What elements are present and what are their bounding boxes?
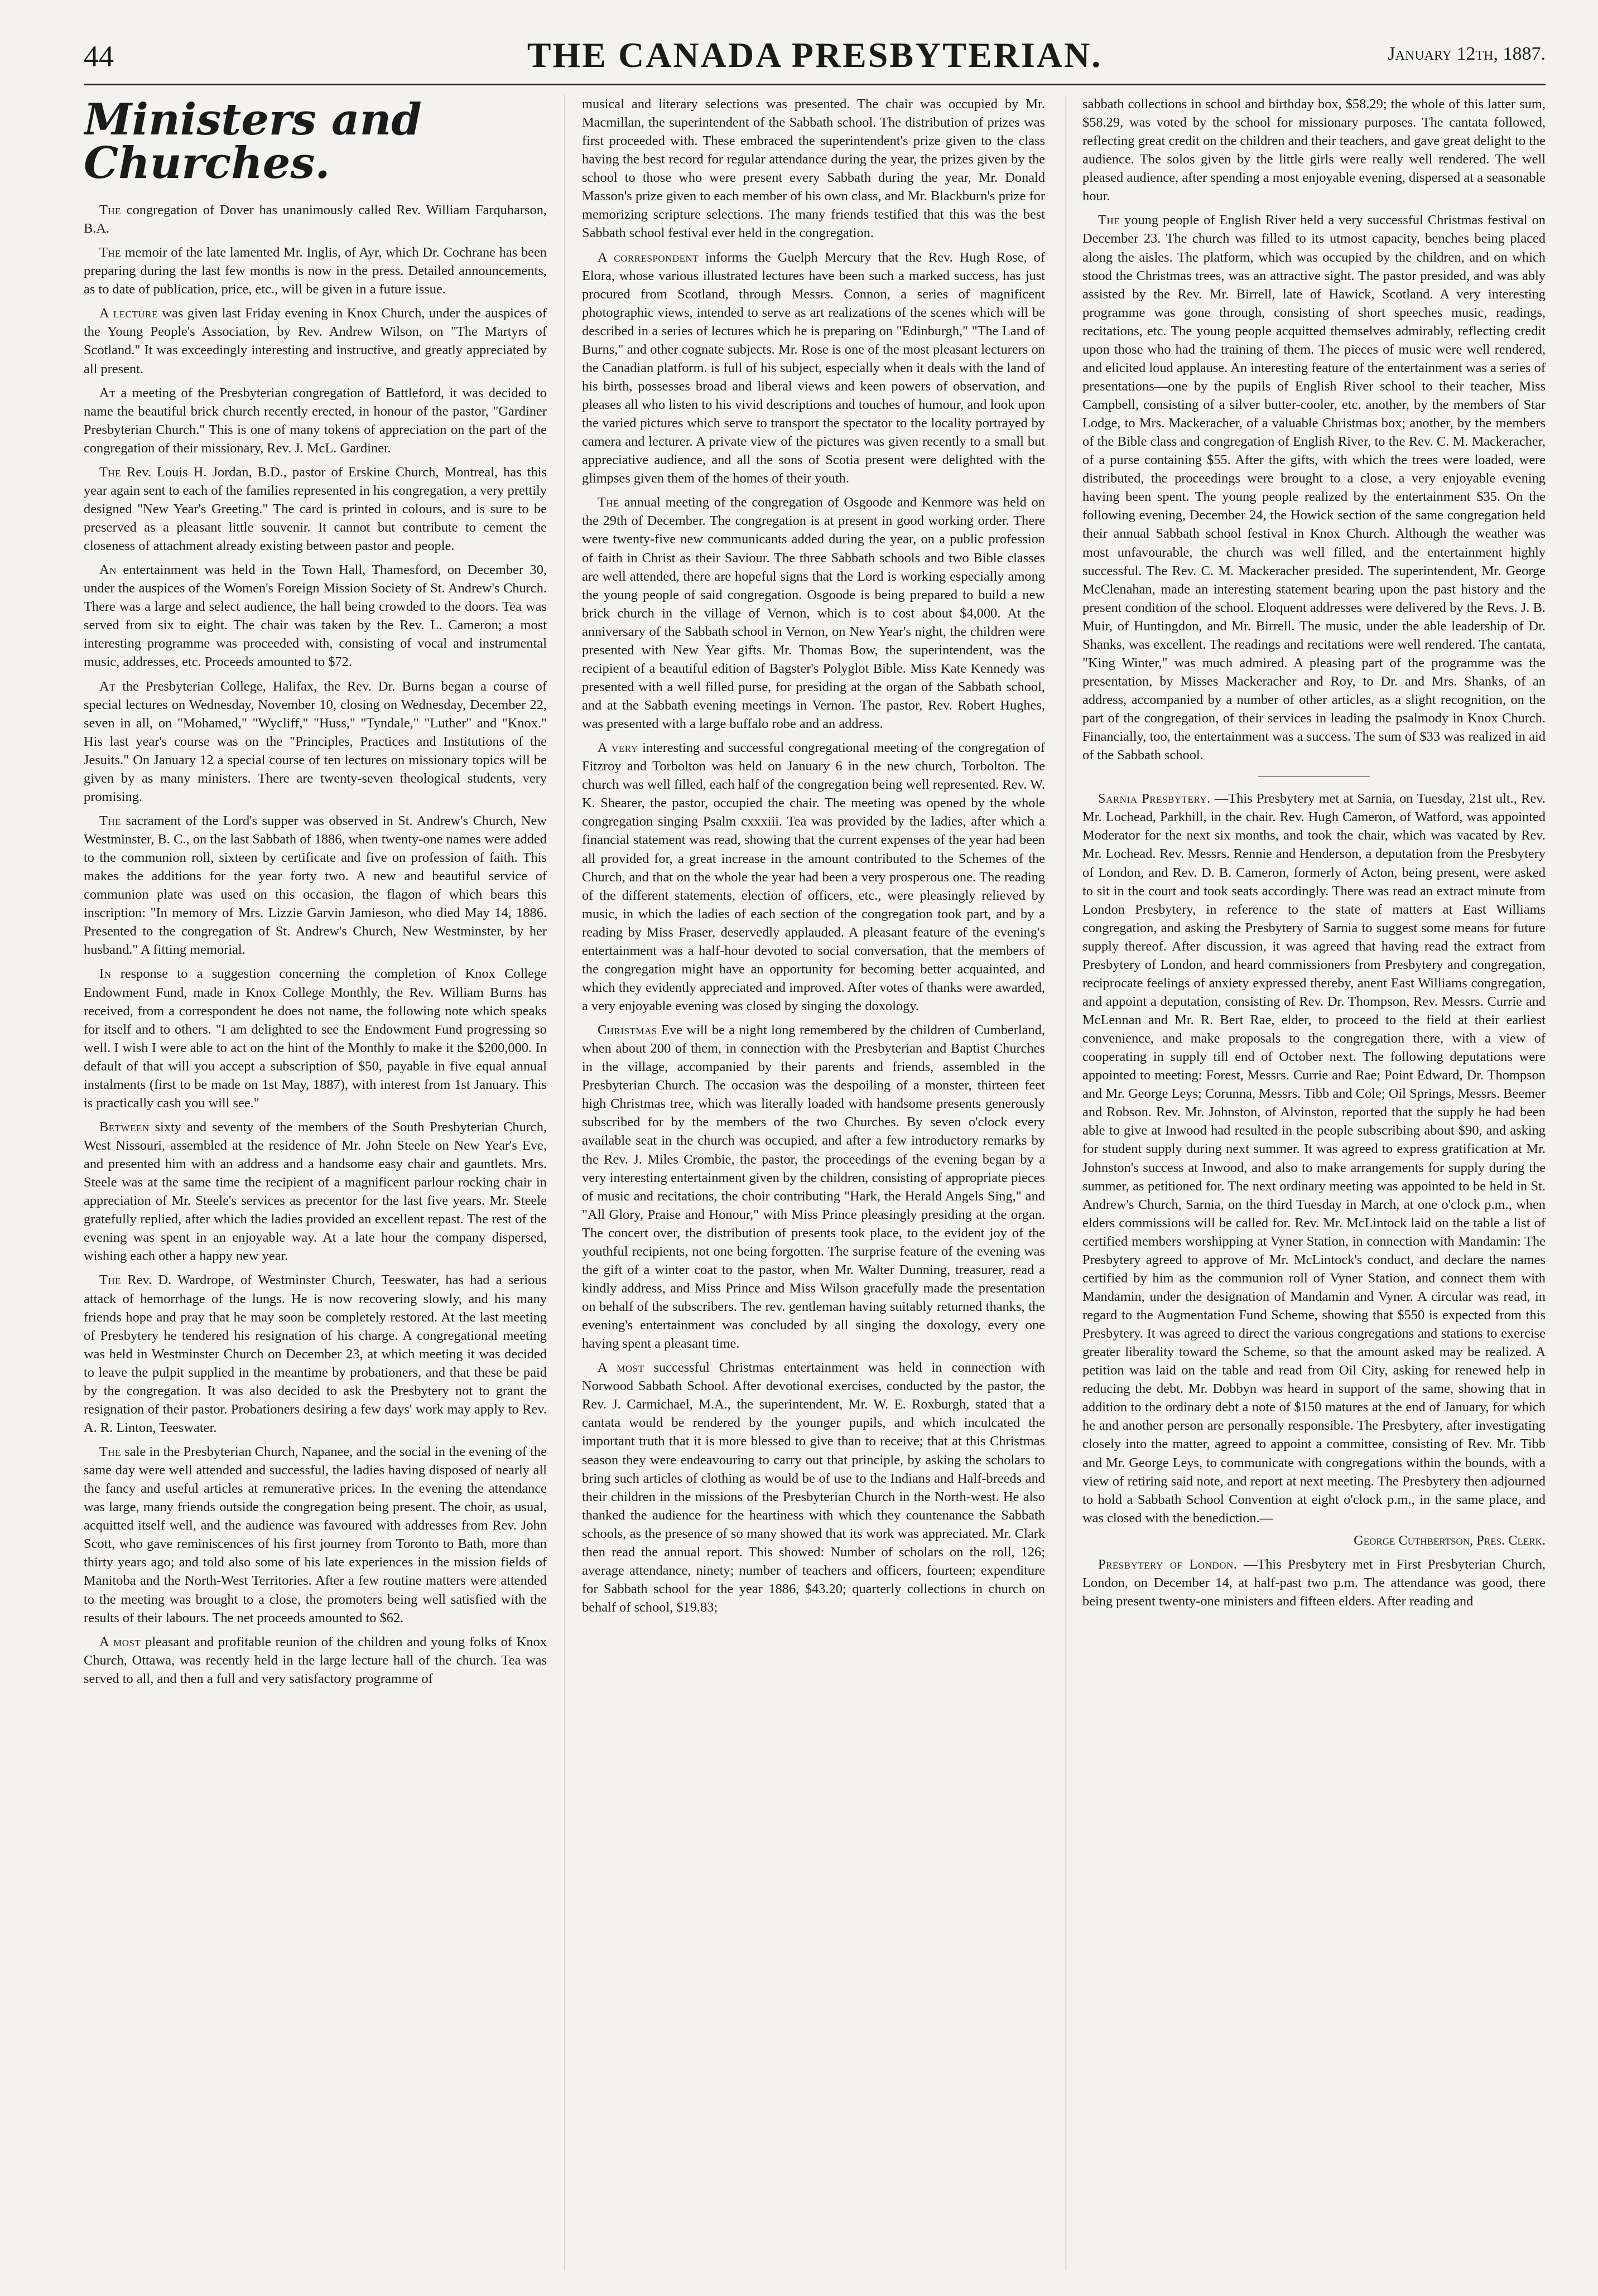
paragraph-lead: The bbox=[99, 245, 122, 261]
paragraph-lead: A most bbox=[598, 1360, 644, 1376]
paragraph-text: a meeting of the Presbyterian congregation of Battleford, it was decided to name the beautiful brick church recently erected, in honour of the pastor, "Gardiner Presbyterian Church." This is one of many tokens of appreciation on the part of the congregation of their missionary, Rev. J. McL. Gardiner. bbox=[84, 385, 547, 456]
paragraph-text: was given last Friday evening in Knox Church, under the auspices of the Young People's Association, by Rev. Andrew Wilson, on "The Martyrs of Scotland." It was exceedingly interesting and instructive, and greatly appreciated by all present. bbox=[84, 306, 547, 377]
news-paragraph bbox=[582, 1021, 1045, 1353]
news-paragraph bbox=[84, 201, 547, 238]
paragraph-lead: Christmas bbox=[598, 1022, 657, 1038]
news-paragraph bbox=[84, 964, 547, 1112]
paragraph-text: Rev. D. Wardrope, of Westminster Church, Teeswater, has had a serious attack of hemorrhage of the lungs. He is now recovering slowly, and his many friends hope and pray that he may soon be completely restored. At the last meeting of Presbytery he tendered his resignation of his charge. A congregational meeting was held in Westminster Church on December 23, at which meeting it was decided to leave the pulpit supplied in the meantime by probationers, and that these be paid by the congregation. It was also decided to ask the Presbytery not to grant the resignation of their pastor. Probationers desiring a few days' work may apply to Rev. A. R. Linton, Teeswater. bbox=[84, 1272, 547, 1435]
news-paragraph bbox=[84, 677, 547, 806]
paragraph-text: young people of English River held a very successful Christmas festival on December 23. The church was filled to its utmost capacity, benches being placed along the aisles. The platform, which was occupied by the children, and on which stood the Christmas trees, was an attractive sight. The pastor presided, and was ably assisted by the Rev. Mr. Birrell, late of Hawick, Scotland. A very interesting programme was gone through, consisting of short speeches music, readings, recitations, etc. The young people acquitted themselves admirably, reflecting credit upon those who had the training of them. The pieces of music were well rendered, and elicited loud applause. An interesting feature of the entertainment was a series of presentations—one by the pupils of English River school to their teacher, Miss Campbell, consisting of a silver butter-cooler, etc. another, by the members of Star Lodge, to Mrs. Mackeracher, of a valuable Christmas box; another, by the members of the Bible class and congregation of English River, to the Rev. C. M. Mackeracher, of a purse containing $55. After the gifts, with which the trees were loaded, were distributed, the proceedings were brought to a close, a very enjoyable evening having been spent. The young people realized by the entertainment $35. On the following evening, December 24, the Howick section of the same congregation held their annual Sabbath school festival in Knox Church. Although the weather was most unfavourable, the church was well filled, and the entertainment highly successful. The Rev. C. M. Mackeracher presided. The superintendent, Mr. George McClenahan, made an interesting statement bearing upon the past history and the present condition of the school. Eloquent addresses were delivered by the Revs. J. B. Muir, of Huntingdon, and Mr. Birrell. The music, under the able leadership of Dr. Shanks, was excellent. The readings and recitations were well rendered. The cantata, "King Winter," was much admired. A pleasing part of the programme was the presentation, by Misses Mackeracher and Roy, to Dr. and Mrs. Shanks, of an address, accompanied by a number of other articles, as a slight recognition, on the part of the congregation, of their services in leading the psalmody in Knox Church. Financially, too, the entertainment was a success. The sum of $33 was realized in aid of the Sabbath school. bbox=[1082, 213, 1546, 763]
news-paragraph bbox=[84, 561, 547, 671]
paragraph-lead: The bbox=[99, 1444, 122, 1459]
paragraph-lead: The bbox=[99, 464, 122, 480]
paragraph-lead: The bbox=[99, 1272, 122, 1288]
news-paragraph bbox=[84, 1633, 547, 1688]
newspaper-page bbox=[84, 22, 1546, 2276]
paragraph-lead: The bbox=[99, 813, 122, 828]
paragraph-lead: Between bbox=[99, 1119, 150, 1135]
paragraph-text: entertainment was held in the Town Hall, Thamesford, on December 30, under the auspices of the Women's Foreign Mission Society of St. Andrew's Church. There was a large and select audience, the hall being crowded to the doors. Tea was served from six to eight. The chair was taken by the Rev. L. Cameron; a most interesting programme was proceeded with, consisting of vocal and instrumental music, addresses, etc. Proceeds amounted to $72. bbox=[84, 562, 547, 670]
paragraph-text: sixty and seventy of the members of the South Presbyterian Church, West Nissouri, assembled at the residence of Mr. John Steele on New Year's Eve, and presented him with an address and a handsome easy chair and gauntlets. Mrs. Steele was at the same time the recipient of a magnificent parlour rocking chair in appreciation of Mr. Steele's services as precentor for the last five years. Mr. Steele gratefully replied, after which the ladies provided an excellent repast. The rest of the evening was spent in an enjoyable way. At a late hour the company dispersed, wishing each other a happy new year. bbox=[84, 1119, 547, 1264]
paragraph-lead: Sarnia Presbytery. bbox=[1098, 791, 1211, 807]
paragraph-text: —This Presbytery met in First Presbyterian Church, London, on December 14, at half-past two p.m. The attendance was good, there being present twenty-one ministers and fifteen elders. After reading and bbox=[1082, 1556, 1546, 1609]
column-2 bbox=[582, 95, 1045, 2270]
paragraph-text: annual meeting of the congregation of Osgoode and Kenmore was held on the 29th of December. The congregation is at present in good working order. There were twenty-five new communicants added during the year, on a public profession of faith in Christ as their Saviour. The three Sabbath schools and two Bible classes are well attended, there are hopeful signs that the Lord is working especially among the young people of said congregation. Osgoode is being prepared to build a new brick church in the village of Vernon, which is to cost about $4,000. At the anniversary of the Sabbath school in Vernon, on New Year's night, the children were presented with New Year gifts. Mr. Thomas Bow, the superintendent, was the recipient of a beautiful edition of Bagster's Polyglot Bible. Miss Kate Kennedy was presented with a well filled purse, for presiding at the organ of the Sabbath school, and at the Sabbath evening meetings in Vernon. The pastor, Rev. Robert Hughes, was presented with a large buffalo robe and an address. bbox=[582, 495, 1045, 732]
paragraph-lead: In bbox=[99, 966, 112, 982]
column-3 bbox=[1082, 95, 1546, 2270]
news-paragraph bbox=[1082, 95, 1546, 205]
news-paragraph bbox=[84, 1271, 547, 1437]
news-paragraph bbox=[84, 1118, 547, 1266]
paragraph-lead: A most bbox=[99, 1634, 141, 1649]
paragraph-text: congregation of Dover has unanimously called Rev. William Farquharson, B.A. bbox=[84, 202, 547, 237]
paragraph-lead: The bbox=[99, 202, 122, 218]
paragraph-text: Eve will be a night long remembered by the children of Cumberland, when about 200 of them, in connection with the Presbyterian and Baptist Churches in the village, accompanied by their parents and friends, assembled in the Presbyterian Church. The occasion was the despoiling of a monster, thirteen feet high Christmas tree, which was literally loaded with handsome presents generously subscribed for by the members of the two Churches. By seven o'clock every available seat in the church was occupied, and after a few introductory remarks by the Rev. J. Miles Crombie, the pastor, the proceedings of the evening began by a very interesting entertainment given by the children, consisting of appropriate pieces of music and recitations, the choir contributing "Hark, the Herald Angels Sing," and "All Glory, Praise and Honour," with Miss Prince pleasingly presiding at the organ. The concert over, the distribution of presents took place, to the evident joy of the youthful recipients, not one being forgotten. The surprise feature of the evening was the gift of a winter coat to the pastor, when Mr. Walter Dunning, treasurer, read a kindly address, and Miss Prince and Miss Wilson gracefully made the presentation on behalf of the subscribers. The rev. gentleman having suitably returned thanks, the evening's entertainment was concluded by all singing the doxology, every one having spent a pleasant time. bbox=[582, 1022, 1045, 1352]
paragraph-lead: An bbox=[99, 562, 117, 578]
clerk-signature: George Cuthbertson, Pres. Clerk. bbox=[1354, 1532, 1546, 1548]
paragraph-text: Rev. Louis H. Jordan, B.D., pastor of Erskine Church, Montreal, has this year again sent to each of the families represented in his congregation, a very prettily designed "New Year's Greeting." The card is printed in colours, and is sure to be preserved as a pleasant little souvenir. It cannot but contribute to cement the closeness of attachment already existing between pastor and people. bbox=[84, 464, 547, 554]
article-columns bbox=[84, 95, 1546, 2270]
paragraph-text: response to a suggestion concerning the completion of Knox College Endowment Fund, made in Knox College Monthly, the Rev. William Burns has received, from a correspondent he does not name, the following note which speaks for itself and to others. "I am delighted to see the Endowment Fund progressing so well. I wish I were able to act on the hint of the Monthly to make it the $200,000. In default of that will you accept a subscription of $50, payable in five equal annual instalments (first to be made on 1st May, 1887), with interest from 1st January. This is practically cash you will see." bbox=[84, 966, 547, 1111]
paragraph-lead: A very bbox=[598, 740, 638, 756]
paragraph-lead: The bbox=[1098, 213, 1120, 228]
paragraph-text: memoir of the late lamented Mr. Inglis, of Ayr, which Dr. Cochrane has been preparing during the last few months is now in the press. Detailed announcements, as to date of publication, price, etc., will be given in a future issue. bbox=[84, 245, 547, 297]
news-paragraph bbox=[84, 812, 547, 959]
paragraph-text: pleasant and profitable reunion of the children and young folks of Knox Church, Ottawa, was recently held in the large lecture hall of the church. Tea was served to all, and then a full and very satisfactory programme of bbox=[84, 1634, 547, 1686]
news-paragraph bbox=[84, 463, 547, 555]
column-1 bbox=[84, 95, 547, 2270]
news-paragraph bbox=[1082, 1555, 1546, 1610]
news-paragraph bbox=[1082, 789, 1546, 1527]
paragraph-lead: At bbox=[99, 678, 115, 694]
paragraph-text: sabbath collections in school and birthday box, $58.29; the whole of this latter sum, $58.29, was voted by the school for missionary purposes. The cantata followed, reflecting great credit on the children and their teachers, and gave great delight to the audience. The solos given by the little girls were really well rendered. The well pleased audience, after spending a most enjoyable evening, dispersed at a seasonable hour. bbox=[1082, 97, 1546, 204]
paragraph-lead: The bbox=[598, 495, 620, 510]
paragraph-text: sale in the Presbyterian Church, Napanee, and the social in the evening of the same day were well attended and successful, the ladies having disposed of nearly all the fancy and useful articles at remunerative prices. In the evening the attendance was large, many friends outside the congregation being present. The choir, as usual, acquitted itself well, and the audience was favoured with addresses from Rev. John Scott, who gave reminiscences of his first journey from Toronto to Bath, more than thirty years ago; and told also some of his late experiences in the mission fields of Manitoba and the North-West Territories. After a few routine matters were attended to the meeting was brought to a close, the promoters being well satisfied with the results of their labours. The net proceeds amounted to $62. bbox=[84, 1444, 547, 1625]
paragraph-lead: A lecture bbox=[99, 306, 158, 321]
news-paragraph bbox=[84, 1443, 547, 1627]
news-paragraph bbox=[84, 384, 547, 457]
news-paragraph bbox=[1082, 211, 1546, 764]
section-divider bbox=[1258, 776, 1370, 777]
news-paragraph bbox=[582, 739, 1045, 1015]
paragraph-lead: At bbox=[99, 385, 115, 401]
issue-date: January 12th, 1887. bbox=[1388, 44, 1546, 64]
news-paragraph bbox=[84, 243, 547, 298]
paragraph-text: informs the Guelph Mercury that the Rev. Hugh Rose, of Elora, whose various illustrated lectures have been such a marked success, has just procured from Scotland, through Messrs. Connon, a series of magnificent photographic views, intended to serve as art realizations of the scenes which will be described in a series of lectures which he is preparing on "Edinburgh," "The Land of Burns," and other cognate subjects. Mr. Rose is one of the most pleasant lecturers on the Canadian platform. is full of his subject, especially when it deals with the land of his birth, possesses broad and liberal views and keen powers of observation, and pleases all who listen to his vivid descriptions and touches of humour, and look upon the varied pictures which serve to transport the spectator to the locality portrayed by camera and lecturer. A private view of the pictures was given recently to a small but appreciative audience, and all the sons of Scotia present were delighted with the glimpses given them of the homes of their youth. bbox=[582, 249, 1045, 486]
paragraph-text: the Presbyterian College, Halifax, the Rev. Dr. Burns began a course of special lectures on Wednesday, November 10, closing on Wednesday, December 22, seven in all, on "Mohamed," "Wycliff," "Huss," "Tyndale," "Luther" and "Knox." His last year's course was on the "Principles, Practices and Institutions of the Jesuits." On January 12 a special course of ten lectures on missionary topics will be given by as many ministers. There are twenty-seven theological students, very promising. bbox=[84, 678, 547, 804]
news-paragraph bbox=[582, 248, 1045, 488]
news-paragraph bbox=[582, 95, 1045, 243]
news-paragraph bbox=[582, 493, 1045, 733]
news-paragraph bbox=[582, 1358, 1045, 1617]
paragraph-lead: A correspondent bbox=[598, 249, 699, 265]
page-header bbox=[84, 22, 1546, 85]
news-paragraph bbox=[84, 304, 547, 378]
page-number: 44 bbox=[84, 40, 114, 73]
paragraph-text: interesting and successful congregational meeting of the congregation of Fitzroy and Torbolton was held on January 6 in the new church, Torbolton. The church was well filled, each half of the congregation being well represented. Rev. W. K. Shearer, the pastor, occupied the chair. The meeting was opened by the whole congregation singing Psalm cxxxiii. Tea was provided by the ladies, after which a financial statement was read, showing that the current expenses of the year had been all provided for, a great increase in the amount contributed to the Schemes of the Church, and that on the whole the year had been a very prosperous one. The reading of the different statements, election of officers, etc., were pleasingly relieved by music, in which the ladies of each section of the congregation took part, and by a reading by Miss Fraser, deservedly applauded. A pleasant feature of the evening's entertainment was a half-hour devoted to social conversation, that the members of the congregation might have an opportunity for becoming better acquainted, and which they evidently appreciated and improved. After votes of thanks were awarded, a very enjoyable evening was closed by singing the doxology. bbox=[582, 740, 1045, 1014]
newspaper-title: THE CANADA PRESBYTERIAN. bbox=[527, 35, 1103, 75]
paragraph-text: sacrament of the Lord's supper was observed in St. Andrew's Church, New Westminster, B. C., on the last Sabbath of 1886, when twenty-one names were added to the communion roll, sixteen by certificate and five on profession of faith. This makes the additions for the year forty two. A new and beautiful service of communion plate was used on this occasion, the flagon of which bears this inscription: "In memory of Mrs. Lizzie Garvin Jamieson, who died May 14, 1886. Presented to the congregation of St. Andrew's Church, New Westminster, by her husband." A fitting memorial. bbox=[84, 813, 547, 958]
paragraph-lead: Presbytery of London. bbox=[1098, 1556, 1238, 1572]
paragraph-text: successful Christmas entertainment was held in connection with Norwood Sabbath School. After devotional exercises, conducted by the pastor, the Rev. J. Carmichael, M.A., the superintendent, Mr. W. E. Roxburgh, stated that a cantata would be rendered by the younger pupils, and which inculcated the important truth that it is more blessed to give than to receive; that at this Christmas season they were endeavouring to carry out that principle, by asking the scholars to bring such articles of clothing as would be of use to the Indians and Half-breeds and their children in the missions of the Presbyterian Church in the North-west. He also thanked the audience for the heartiness with which they countenance the Sabbath schools, as the presence of so many showed that its work was appreciated. Mr. Clark then read the annual report. This showed: Number of scholars on the roll, 126; average attendance, ninety; number of teachers and officers, fourteen; expenditure for Sabbath school for the year 1886, $43.20; quarterly collections in church on behalf of school, $19.83; bbox=[582, 1360, 1045, 1615]
section-title: Ministers and Churches. bbox=[84, 95, 422, 189]
paragraph-text: musical and literary selections was presented. The chair was occupied by Mr. Macmillan, the superintendent of the Sabbath school. The distribution of prizes was first proceeded with. These embraced the superintendent's prize given to the class having the best record for regular attendance during the year, the prizes given by the school to those who were present every Sabbath during the year, Mr. Donald Masson's prize given to each member of his own class, and Mr. Blackburn's prize for memorizing scripture selections. The many friends testified that this was the best Sabbath school festival ever held in the congregation. bbox=[582, 97, 1045, 241]
paragraph-text: —This Presbytery met at Sarnia, on Tuesday, 21st ult., Rev. Mr. Lochead, Parkhill, in the chair. Rev. Hugh Cameron, of Watford, was appointed Moderator for the next six months, and took the chair, which was vacated by Rev. Mr. Lochead. Rev. Messrs. Rennie and Henderson, a deputation from the Presbytery of London, and Rev. D. B. Cameron, formerly of Acton, being present, were asked to sit in the court and took seats accordingly. There was read an extract minute from London Presbytery, in reference to the state of matters at East Williams congregation, and asking the Presbytery of Sarnia to suggest some means for future supply thereof. After discussion, it was agreed that having read the extract from Presbytery of London, and heard commissioners from Presbytery and congregation, reciprocate feelings of anxiety expressed thereby, anent East Williams congregation, and appoint a deputation, consisting of Rev. Dr. Thompson, Rev. Messrs. Currie and McLennan and Mr. R. Bert Rae, elder, to proceed to the field at their earliest convenience, and make proposals to the congregation there, with a view of cooperating in supply till end of October next. The following deputations were appointed to meeting: Forest, Messrs. Currie and Rae; Point Edward, Dr. Thompson and Mr. George Leys; Corunna, Messrs. Tibb and Cole; Oil Springs, Messrs. Beemer and Robson. Rev. Mr. Johnston, of Alvinston, reported that the supply he had been able to give at Inwood had resulted in the people subscribing about $90, and asking for student supply during next summer. It was agreed to express gratification at Mr. Johnston's success at Inwood, and also to make arrangements for supply during the summer, as petitioned for. The next ordinary meeting was appointed to be held in St. Andrew's Church, Sarnia, on the third Tuesday in March, at one o'clock p.m., when elders commissions will be called for. Rev. Mr. McLintock laid on the table a list of certified members worshipping at Vyner Station, in connection with Mandamin: The Presbytery agreed to approve of Mr. McLintock's conduct, and declare the names certified by him as the communion roll of Vyner Station, and connect them with Mandamin, under the designation of Mandamin and Vyner. A circular was read, in regard to the Augmentation Fund Scheme, showing that $550 is expected from this Presbytery. It was agreed to direct the various congregations and stations to exercise greater liberality toward the Scheme, so that the amount asked may be realized. A petition was laid on the table and read from Oil City, asking for renewed help in reducing the debt. Mr. Dobbyn was heard in support of the same, showing that in addition to the ordinary debt a note of $150 matures at the end of January, for which he and another person are personally responsible. The Presbytery, after investigating closely into the matter, agreed to appoint a committee, consisting of Rev. Mr. Tibb and Mr. George Leys, to communicate with congregations within the bounds, with a view of retiring said note, and report at next meeting. The Presbytery then adjourned to hold a Sabbath School Convention at eight o'clock p.m., in the same place, and was closed with the benediction.— bbox=[1082, 791, 1546, 1526]
